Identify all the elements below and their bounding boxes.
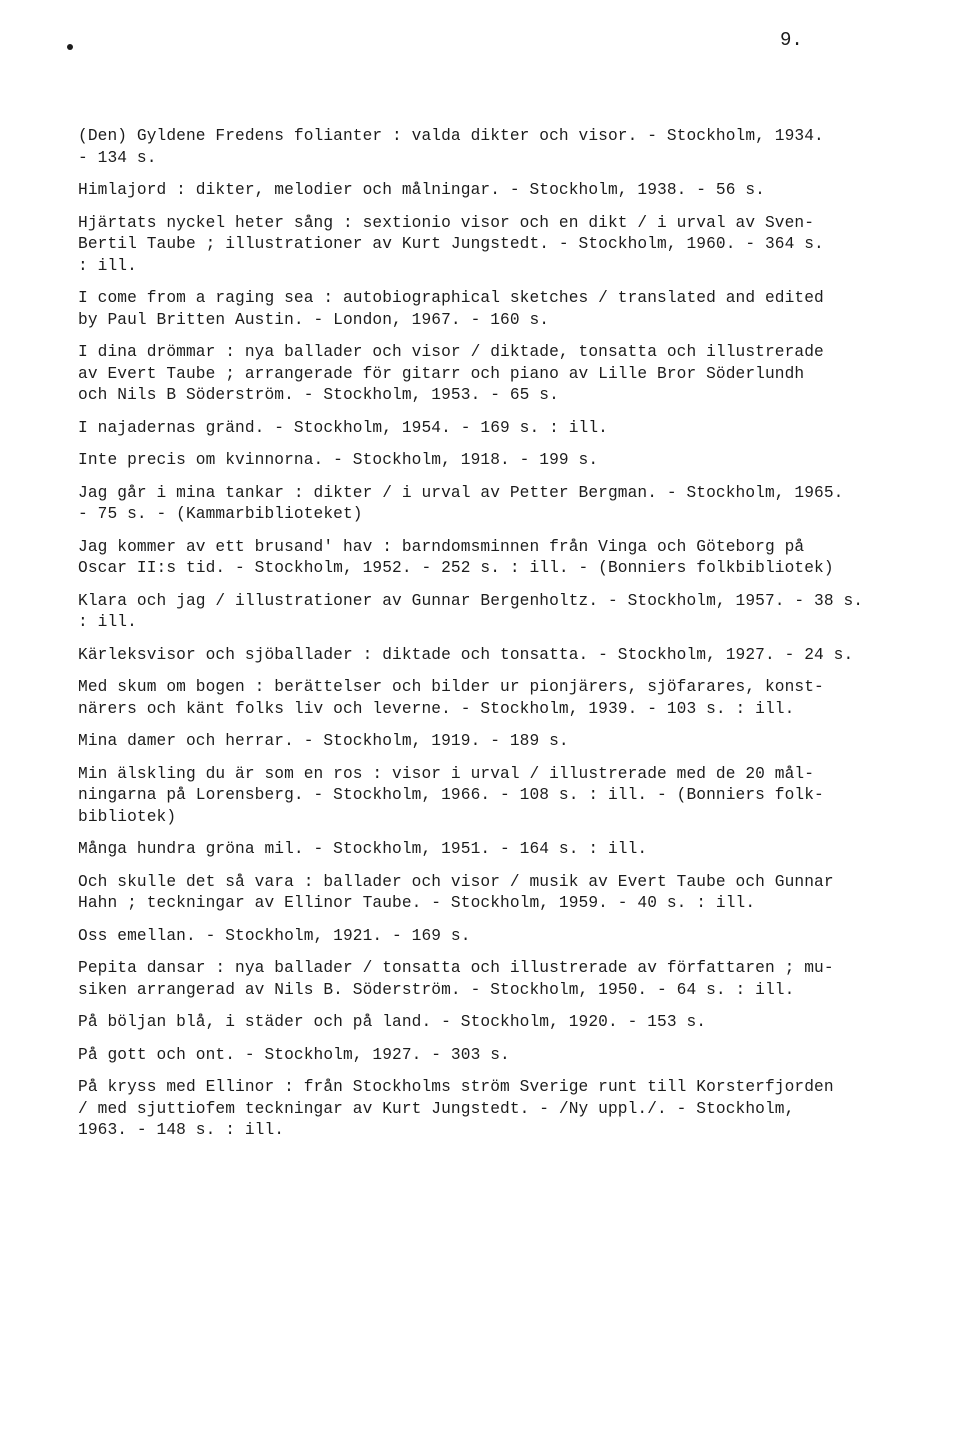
entry-line: av Evert Taube ; arrangerade för gitarr och piano av Lille Bror Söderlundh bbox=[78, 364, 805, 383]
bibliography-entry bbox=[78, 677, 898, 720]
bibliography-entry bbox=[78, 1045, 898, 1067]
entry-line: Bertil Taube ; illustrationer av Kurt Jungstedt. - Stockholm, 1960. - 364 s. bbox=[78, 235, 824, 253]
entry-line: Pepita dansar : nya ballader / tonsatta och illustrerade av författaren ; mu- bbox=[78, 959, 834, 977]
entry-line: (Den) Gyldene Fredens folianter : valda dikter och visor. - Stockholm, 1934. bbox=[78, 127, 824, 145]
entry-line: Kärleksvisor och sjöballader : diktade och tonsatta. - Stockholm, 1927. - 24 s. bbox=[78, 645, 854, 664]
bibliography-entry bbox=[78, 418, 898, 440]
bibliography-entry bbox=[78, 537, 898, 580]
bibliography-entry bbox=[78, 1012, 898, 1034]
entry-line: Jag går i mina tankar : dikter / i urval av Petter Bergman. - Stockholm, 1965. bbox=[78, 483, 844, 502]
entry-line: Hjärtats nyckel heter sång : sextionio visor och en dikt / i urval av Sven- bbox=[78, 213, 815, 232]
bibliography-entry bbox=[78, 872, 898, 915]
bibliography-entry bbox=[78, 645, 898, 667]
entry-line: Många hundra gröna mil. - Stockholm, 1951. - 164 s. : ill. bbox=[78, 840, 648, 858]
bibliography-entry bbox=[78, 180, 898, 202]
entry-line: I dina drömmar : nya ballader och visor / diktade, tonsatta och illustrerade bbox=[78, 343, 824, 361]
entry-line: Jag kommer av ett brusand' hav : barndomsminnen från Vinga och Göteborg på bbox=[78, 537, 805, 556]
entry-line: Mina damer och herrar. - Stockholm, 1919. - 189 s. bbox=[78, 732, 569, 750]
bibliography-entry bbox=[78, 450, 898, 472]
entry-line: närers och känt folks liv och leverne. - Stockholm, 1939. - 103 s. : ill. bbox=[78, 699, 795, 718]
entry-line: Hahn ; teckningar av Ellinor Taube. - Stockholm, 1959. - 40 s. : ill. bbox=[78, 894, 756, 912]
bibliography-entry bbox=[78, 288, 898, 331]
entry-line: På kryss med Ellinor : från Stockholms ström Sverige runt till Korsterfjorden bbox=[78, 1078, 834, 1096]
bibliography-entry bbox=[78, 1077, 898, 1142]
entry-line: Med skum om bogen : berättelser och bilder ur pionjärers, sjöfarares, konst- bbox=[78, 678, 824, 696]
entry-line: Oscar II:s tid. - Stockholm, 1952. - 252 s. : ill. - (Bonniers folkbibliotek) bbox=[78, 559, 834, 577]
entry-line: På gott och ont. - Stockholm, 1927. - 303 s. bbox=[78, 1045, 510, 1064]
entry-line: bibliotek) bbox=[78, 807, 177, 826]
bibliography-entry bbox=[78, 764, 898, 829]
entry-line: På böljan blå, i städer och på land. - Stockholm, 1920. - 153 s. bbox=[78, 1013, 707, 1031]
entry-line: Och skulle det så vara : ballader och visor / musik av Evert Taube och Gunnar bbox=[78, 872, 834, 891]
entry-line: - 75 s. - (Kammarbiblioteket) bbox=[78, 505, 363, 523]
entry-line: : ill. bbox=[78, 256, 137, 275]
bibliography-entry bbox=[78, 126, 898, 169]
entry-line: och Nils B Söderström. - Stockholm, 1953. - 65 s. bbox=[78, 386, 559, 404]
entry-line: Oss emellan. - Stockholm, 1921. - 169 s. bbox=[78, 926, 471, 945]
bibliography-list bbox=[78, 126, 898, 1153]
bibliography-entry bbox=[78, 342, 898, 407]
bibliography-entry bbox=[78, 926, 898, 948]
entry-line: 1963. - 148 s. : ill. bbox=[78, 1121, 285, 1139]
bibliography-entry bbox=[78, 958, 898, 1001]
entry-line: by Paul Britten Austin. - London, 1967. - 160 s. bbox=[78, 310, 550, 329]
entry-line: Himlajord : dikter, melodier och målningar. - Stockholm, 1938. - 56 s. bbox=[78, 181, 765, 199]
bullet-mark bbox=[67, 44, 73, 50]
entry-line: I come from a raging sea : autobiographical sketches / translated and edited bbox=[78, 289, 824, 307]
bibliography-entry bbox=[78, 483, 898, 526]
bibliography-entry bbox=[78, 839, 898, 861]
bibliography-entry bbox=[78, 591, 898, 634]
entry-line: : ill. bbox=[78, 613, 137, 631]
entry-line: ningarna på Lorensberg. - Stockholm, 1966. - 108 s. : ill. - (Bonniers folk- bbox=[78, 786, 824, 804]
entry-line: / med sjuttiofem teckningar av Kurt Jungstedt. - /Ny uppl./. - Stockholm, bbox=[78, 1099, 795, 1118]
bibliography-entry bbox=[78, 731, 898, 753]
entry-line: I najadernas gränd. - Stockholm, 1954. - 169 s. : ill. bbox=[78, 418, 608, 437]
entry-line: Min älskling du är som en ros : visor i urval / illustrerade med de 20 mål- bbox=[78, 764, 815, 783]
entry-line: Inte precis om kvinnorna. - Stockholm, 1918. - 199 s. bbox=[78, 451, 599, 469]
bibliography-entry bbox=[78, 213, 898, 278]
page-number: 9. bbox=[780, 29, 803, 51]
entry-line: - 134 s. bbox=[78, 148, 157, 167]
entry-line: siken arrangerad av Nils B. Söderström. - Stockholm, 1950. - 64 s. : ill. bbox=[78, 980, 795, 999]
entry-line: Klara och jag / illustrationer av Gunnar Bergenholtz. - Stockholm, 1957. - 38 s. bbox=[78, 591, 864, 610]
